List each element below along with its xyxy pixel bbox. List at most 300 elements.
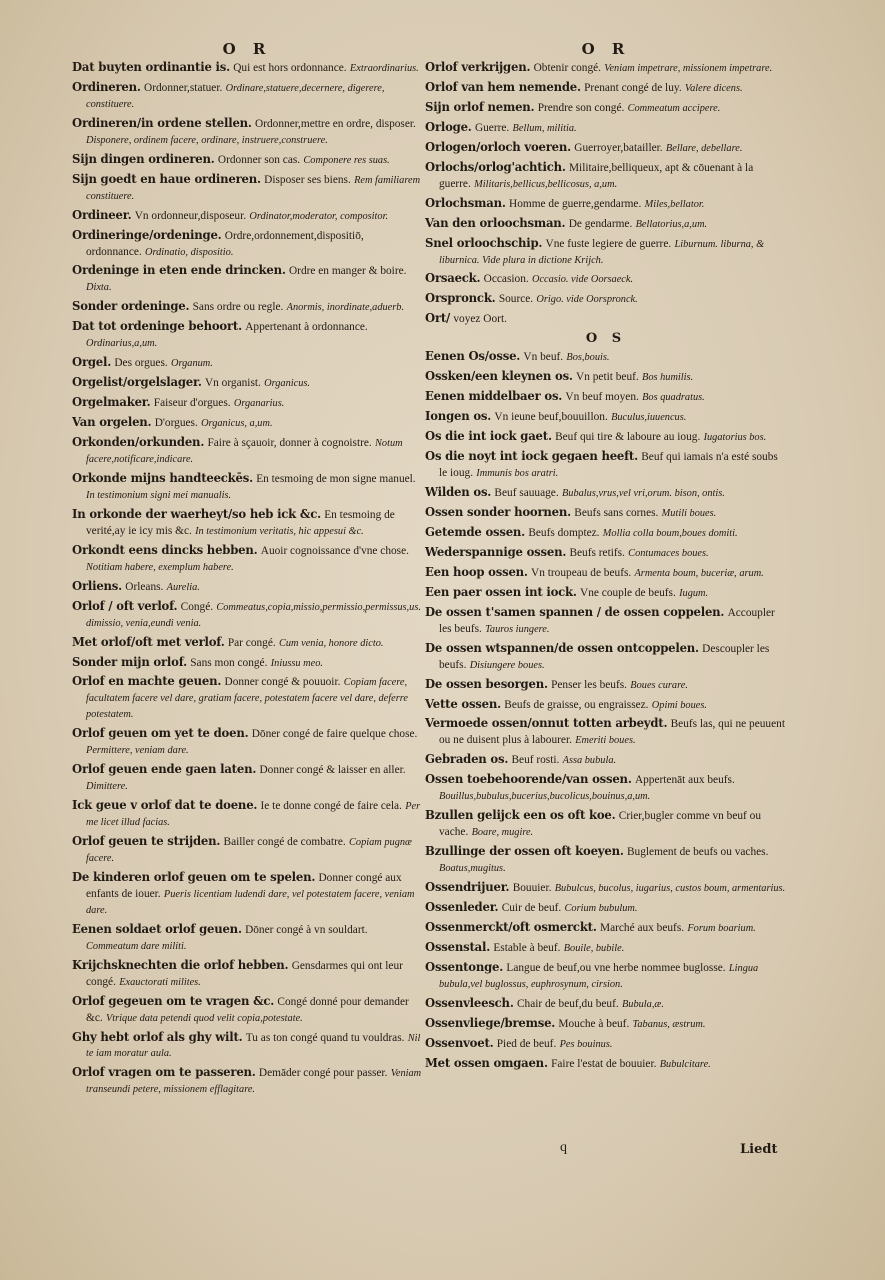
dictionary-entry (425, 880, 787, 897)
entry-french: Des orgues. (114, 357, 168, 370)
dictionary-entry (72, 726, 422, 759)
dictionary-entry (425, 605, 787, 638)
entry-latin: Buculus,iuuencus. (611, 412, 687, 424)
dictionary-entry (425, 1036, 787, 1053)
dictionary-entry (425, 697, 787, 714)
entry-french: Prenant congé de luy. (584, 81, 682, 94)
entry-headword: Orlof / oft verlof. (72, 598, 178, 613)
entry-latin: Iugatorius bos. (703, 432, 767, 444)
entry-french: Beufs sans cornes. (574, 506, 659, 519)
entry-french: Descoupler les beufs. (439, 642, 770, 671)
entry-latin: Bouile, bubile. (563, 942, 625, 954)
entry-latin: Organicus. (264, 378, 310, 390)
entry-headword: Orlof gegeuen om te vragen &c. (72, 993, 275, 1008)
entry-headword: Ossken/een kleynen os. (425, 369, 573, 384)
entry-french: voyez Oort. (453, 313, 507, 326)
dictionary-entry (72, 415, 422, 432)
entry-french: Vn troupeau de beufs. (531, 566, 632, 579)
entry-latin: Permittere, veniam dare. (86, 745, 189, 757)
entry-french: Pied de beuf. (496, 1037, 557, 1050)
entry-french: Prendre son congé. (537, 101, 625, 114)
right-entry-list-bottom (425, 349, 787, 1072)
entry-headword: Ossendrijuer. (425, 880, 510, 895)
entry-latin: Bubula,æ. (621, 998, 664, 1010)
dictionary-entry (72, 299, 422, 316)
entry-headword: Sijn orlof nemen. (425, 99, 535, 114)
entry-french: Langue de beuf,ou vne herbe nommee buglosse. (506, 961, 726, 974)
dictionary-entry (425, 80, 787, 97)
entry-french: Vne fuste legiere de guerre. (545, 237, 672, 250)
entry-french: Sans mon congé. (190, 656, 268, 669)
dictionary-entry (425, 585, 787, 602)
signature-mark: q (560, 1140, 567, 1155)
dictionary-entry (72, 152, 422, 169)
dictionary-entry (425, 196, 787, 213)
dictionary-entry (425, 216, 787, 233)
entry-headword: Iongen os. (425, 409, 492, 424)
entry-latin: Per me licet illud facias. (86, 801, 421, 829)
entry-latin: Contumaces boues. (628, 547, 709, 559)
entry-french: Ordonner,mettre en ordre, disposer. (255, 117, 416, 130)
entry-latin: In testimonium veritatis, hic appesui &c. (195, 525, 364, 537)
entry-headword: Orsaeck. (425, 271, 481, 286)
entry-latin: Bubulcitare. (659, 1058, 711, 1070)
entry-headword: Orlof geuen te strijden. (72, 834, 221, 849)
left-column (72, 38, 422, 1101)
entry-headword: Orlof vragen om te passeren. (72, 1065, 256, 1080)
dictionary-entry (72, 471, 422, 504)
dictionary-entry (72, 655, 422, 672)
entry-latin: Commeatus,copia,missio,permissio,permissus,us. dimissio, venia,eundi venia. (86, 601, 421, 629)
entry-latin: Bouillus,bubulus,bucerius,bucolicus,bouinus,a,um. (439, 791, 651, 803)
dictionary-entry (425, 100, 787, 117)
entry-latin: Veniam transeundi petere, missionem efflagitare. (86, 1068, 422, 1096)
dictionary-entry (425, 140, 787, 157)
entry-latin: Dimittere. (86, 781, 128, 793)
entry-headword: Bzullinge der ossen oft koeyen. (425, 844, 624, 859)
dictionary-entry (425, 389, 787, 406)
entry-french: Vn petit beuf. (576, 371, 639, 384)
entry-headword: Orkonden/orkunden. (72, 435, 205, 450)
entry-headword: Orgelmaker. (72, 395, 151, 410)
entry-french: Donner congé & laisser en aller. (259, 764, 406, 777)
entry-latin: Notitiam habere, exemplum habere. (86, 561, 234, 573)
entry-french: Estable à beuf. (493, 941, 561, 954)
entry-french: Donner congé & pouuoir. (224, 676, 341, 689)
entry-headword: Os die noyt int iock gegaen heeft. (425, 449, 638, 464)
entry-latin: Boatus,mugitus. (439, 863, 506, 875)
entry-latin: Corium bubulum. (564, 902, 638, 914)
entry-headword: Sijn goedt en haue ordineren. (72, 171, 261, 186)
entry-french: Auoir cognoissance d'vne chose. (260, 544, 409, 557)
entry-french: Beufs retifs. (569, 546, 625, 559)
entry-latin: Commeatum dare militi. (86, 940, 187, 952)
dictionary-entry (425, 641, 787, 674)
entry-french: Vn ordonneur,disposeur. (134, 209, 247, 222)
dictionary-entry (425, 271, 787, 288)
entry-french: Ordonner,statuer. (144, 81, 223, 94)
dictionary-entry (72, 60, 422, 77)
entry-french: Chair de beuf,du beuf. (516, 997, 619, 1010)
dictionary-entry (72, 116, 422, 149)
entry-latin: Notum facere,notificare,indicare. (86, 438, 403, 466)
dictionary-entry (72, 395, 422, 412)
entry-headword: Os die int iock gaet. (425, 429, 552, 444)
dictionary-entry (72, 762, 422, 795)
dictionary-entry (425, 525, 787, 542)
entry-french: D'orgues. (154, 417, 198, 430)
entry-latin: Boues curare. (630, 679, 688, 691)
entry-headword: Vermoede ossen/onnut totten arbeydt. (425, 716, 668, 731)
dictionary-entry (72, 798, 422, 831)
entry-latin: Veniam impetrare, missionem impetrare. (604, 63, 773, 74)
entry-latin: Ordinare,statuere,decernere, digerere, constituere. (86, 82, 385, 110)
entry-latin: Rem familiarem constituere. (86, 174, 421, 202)
dictionary-entry (72, 375, 422, 392)
dictionary-entry (72, 208, 422, 225)
entry-french: En tesmoing de mon signe manuel. (256, 472, 416, 485)
dictionary-entry (425, 1056, 787, 1073)
entry-french: En tesmoing de verité,ay ie icy mis &c. (86, 508, 395, 537)
entry-latin: Valere dicens. (684, 82, 743, 94)
dictionary-entry (72, 635, 422, 652)
entry-french: Disposer ses biens. (264, 173, 351, 186)
entry-latin: Bubulcus, bucolus, iugarius, custos boum, armentarius. (554, 883, 786, 895)
entry-headword: Ossenstal. (425, 939, 491, 954)
dictionary-entry (72, 319, 422, 352)
dictionary-entry (425, 120, 787, 137)
entry-headword: Een hoop ossen. (425, 564, 528, 579)
entry-latin: Disiungere boues. (469, 659, 545, 671)
entry-latin: Miles,bellator. (644, 198, 705, 210)
left-running-header: O R (222, 40, 272, 58)
entry-latin: Organarius. (233, 398, 285, 410)
entry-latin: Tabanus, æstrum. (632, 1018, 706, 1030)
entry-french: Beufs de graisse, ou engraissez. (504, 698, 649, 711)
entry-latin: Bos quadratus. (642, 392, 705, 404)
entry-headword: Met orlof/oft met verlof. (72, 634, 225, 649)
entry-latin: Origo. vide Oorspronck. (536, 294, 638, 306)
entry-headword: Ordeninge in eten ende drincken. (72, 263, 286, 278)
entry-headword: Eenen Os/osse. (425, 349, 521, 364)
entry-headword: Van orgelen. (72, 415, 152, 430)
entry-headword: De kinderen orlof geuen om te spelen. (72, 869, 316, 884)
entry-headword: Orlof en machte geuen. (72, 674, 222, 689)
entry-french: Source. (498, 293, 534, 306)
entry-french: Orleans. (125, 580, 164, 593)
entry-french: Beufs las, qui ne peuuent ou ne duisent plus à labourer. (439, 718, 785, 747)
entry-french: Bouuier. (512, 882, 552, 895)
entry-headword: Ossenvliege/bremse. (425, 1015, 556, 1030)
entry-french: Beuf qui tire & laboure au ioug. (555, 431, 701, 444)
entry-headword: Ick geue v orlof dat te doene. (72, 798, 258, 813)
entry-headword: Ossenvleesch. (425, 995, 514, 1010)
entry-french: Appertenant à ordonnance. (245, 321, 368, 334)
entry-headword: Wilden os. (425, 485, 492, 500)
entry-french: Beufs domptez. (528, 526, 600, 539)
entry-french: Beuf sauuage. (494, 487, 559, 500)
entry-latin: Iugum. (679, 587, 709, 599)
entry-headword: Orlof geuen om yet te doen. (72, 726, 249, 741)
entry-latin: Exauctorati milites. (119, 976, 201, 988)
entry-french: Congé donné pour demander &c. (86, 995, 409, 1024)
right-column (425, 38, 787, 1076)
dictionary-entry (425, 677, 787, 694)
entry-french: Obtenir congé. (533, 62, 602, 74)
catchword: Liedt (740, 1142, 778, 1157)
entry-latin: In testimonium signi mei manualis. (86, 489, 232, 501)
dictionary-entry (72, 1030, 422, 1063)
entry-latin: Forum boarium. (687, 922, 756, 934)
dictionary-entry (72, 228, 422, 261)
entry-french: Faiseur d'orgues. (153, 397, 231, 410)
dictionary-entry (72, 674, 422, 723)
right-entry-list-top (425, 60, 787, 328)
entry-latin: Armenta boum, buceriæ, arum. (634, 567, 764, 579)
entry-french: Sans ordre ou regle. (192, 301, 284, 314)
entry-french: Occasion. (483, 273, 529, 286)
entry-french: Dōner congé de faire quelque chose. (251, 728, 418, 741)
entry-headword: Ordineer. (72, 207, 132, 222)
entry-headword: Ort/ (425, 311, 451, 326)
entry-headword: Sonder ordeninge. (72, 299, 190, 314)
entry-french: Vne couple de beufs. (580, 586, 676, 599)
entry-latin: Disponere, ordinem facere, ordinare, instruere,construere. (86, 134, 328, 146)
entry-headword: Orkondt eens dincks hebben. (72, 542, 258, 557)
entry-headword: Gebraden os. (425, 752, 509, 767)
entry-latin: Extraordinarius. (349, 63, 419, 74)
entry-french: Bailler congé de combatre. (223, 836, 346, 849)
entry-latin: Aurelia. (166, 581, 200, 593)
dictionary-entry (425, 808, 787, 841)
entry-headword: Orlogen/orloch voeren. (425, 139, 571, 154)
entry-headword: Orlochsman. (425, 195, 506, 210)
entry-french: Ordre en manger & boire. (288, 265, 407, 278)
dictionary-entry (72, 507, 422, 540)
entry-latin: Copiam pugnæ facere. (86, 837, 412, 864)
entry-french: Guerre. (474, 121, 510, 134)
right-running-header: O R (581, 40, 631, 58)
entry-french: Cuir de beuf. (501, 901, 562, 914)
dictionary-entry (425, 920, 787, 937)
entry-latin: Mutili boues. (661, 507, 717, 519)
entry-headword: Orgelist/orgelslager. (72, 375, 202, 390)
entry-headword: Ghy hebt orlof als ghy wilt. (72, 1029, 243, 1044)
entry-french: Demāder congé pour passer. (258, 1067, 388, 1080)
entry-latin: Mollia colla boum,boues domiti. (602, 527, 738, 539)
entry-headword: Van den orloochsman. (425, 215, 566, 230)
entry-headword: Ossenvoet. (425, 1035, 494, 1050)
entry-french: Militaire,belliqueux, apt & cōuenant à la guerre. (439, 161, 754, 190)
entry-latin: Militaris,bellicus,bellicosus, a,um. (474, 178, 618, 190)
entry-latin: Bos humilis. (642, 372, 694, 384)
dictionary-entry (425, 369, 787, 386)
entry-headword: Sijn dingen ordineren. (72, 151, 215, 166)
entry-french: Vn beuf moyen. (565, 391, 639, 404)
entry-latin: Boare, mugire. (471, 827, 534, 839)
dictionary-entry (425, 449, 787, 482)
dictionary-entry (72, 579, 422, 596)
entry-latin: Nil te iam moratur aula. (86, 1032, 421, 1060)
dictionary-entry (72, 543, 422, 576)
entry-headword: Ossen sonder hoornen. (425, 504, 571, 519)
entry-french: Par congé. (227, 636, 276, 649)
entry-latin: Bellum, militia. (512, 122, 577, 134)
entry-french: Ordonner son cas. (217, 153, 301, 166)
entry-latin: Bellare, debellare. (665, 142, 743, 154)
dictionary-entry (425, 752, 787, 769)
dictionary-entry (425, 900, 787, 917)
entry-french: Homme de guerre,gendarme. (509, 197, 642, 210)
entry-french: Ordre,ordonnement,dispositiō, ordonnance. (86, 229, 364, 258)
entry-french: Donner congé aux enfants de iouer. (86, 871, 402, 900)
entry-headword: Ossentonge. (425, 959, 504, 974)
dictionary-entry (425, 60, 787, 77)
entry-french: Faire à sçauoir, donner à cognoistre. (207, 437, 372, 450)
dictionary-entry (72, 80, 422, 113)
entry-french: Crier,bugler comme vn beuf ou vache. (439, 810, 761, 839)
dictionary-entry (425, 545, 787, 562)
entry-latin: Liburnum. liburna, & liburnica. Vide plura in dictione Krijch. (439, 238, 765, 266)
entry-headword: Dat buyten ordinantie is. (72, 60, 230, 74)
entry-headword: Ossen toebehoorende/van ossen. (425, 772, 632, 787)
entry-french: Ie te donne congé de faire cela. (260, 800, 402, 813)
entry-french: Dōner congé à vn souldart. (245, 923, 368, 936)
dictionary-entry (72, 870, 422, 919)
dictionary-entry (72, 263, 422, 296)
entry-latin: Lingua bubula,vel buglossus, euphrosynum, cirsion. (439, 962, 759, 990)
entry-latin: Bellatorius,a,um. (635, 218, 708, 230)
entry-headword: Vette ossen. (425, 696, 501, 711)
entry-latin: Iniussu meo. (270, 657, 323, 669)
entry-headword: De ossen t'samen spannen / de ossen coppelen. (425, 604, 725, 619)
dictionary-entry (72, 1065, 422, 1098)
entry-headword: Ordineren. (72, 79, 141, 94)
entry-headword: Sonder mijn orlof. (72, 654, 187, 669)
entry-latin: Organum. (170, 358, 213, 370)
entry-headword: Orlof geuen ende gaen laten. (72, 762, 257, 777)
left-entry-list (72, 60, 422, 1098)
dictionary-entry (72, 994, 422, 1027)
dictionary-entry (425, 844, 787, 877)
entry-headword: Krijchsknechten die orlof hebben. (72, 957, 289, 972)
dictionary-entry (425, 940, 787, 957)
entry-latin: Cum venia, honore dicto. (278, 637, 384, 649)
entry-latin: Ordinarius,a,um. (86, 338, 158, 350)
entry-latin: Occasio. vide Oorsaeck. (531, 274, 634, 286)
entry-french: Mouche à beuf. (558, 1017, 630, 1030)
dictionary-entry (425, 236, 787, 269)
entry-french: Penser les beufs. (551, 678, 628, 691)
entry-latin: Assa bubula. (562, 755, 617, 767)
entry-headword: Orliens. (72, 578, 122, 593)
dictionary-entry (425, 160, 787, 193)
dictionary-entry (425, 996, 787, 1013)
entry-latin: Immunis bos aratri. (476, 468, 559, 480)
entry-latin: Opimi boues. (651, 699, 707, 711)
entry-french: Guerroyer,batailler. (574, 141, 663, 154)
entry-french: De gendarme. (568, 217, 633, 230)
entry-headword: Orkonde mijns handteeckēs. (72, 470, 253, 485)
entry-french: Tu as ton congé quand tu vouldras. (245, 1031, 405, 1044)
dictionary-entry (425, 409, 787, 426)
entry-latin: Ordinatio, dispositio. (145, 246, 234, 258)
entry-headword: In orkonde der waerheyt/so heb ick &c. (72, 506, 321, 521)
entry-french: Marché aux beufs. (599, 921, 685, 934)
entry-french: Beuf rosti. (511, 754, 560, 767)
entry-latin: Copiam facere, facultatem facere vel dare, gratiam facere, potestatem facere vel dare, deferre potestatem. (86, 677, 408, 721)
entry-headword: Orlochs/orlog'achtich. (425, 159, 566, 174)
entry-latin: Dixta. (86, 282, 112, 294)
entry-french: Gensdarmes qui ont leur congé. (86, 959, 403, 988)
dictionary-entry (72, 599, 422, 632)
entry-headword: Met ossen omgaen. (425, 1055, 548, 1070)
entry-headword: Eenen soldaet orlof geuen. (72, 921, 242, 936)
entry-latin: Emeriti boues. (575, 735, 636, 747)
entry-latin: Anormis, inordinate,aduerb. (286, 302, 405, 314)
entry-headword: Snel orloochschip. (425, 235, 543, 250)
entry-headword: Bzullen gelijck een os oft koe. (425, 808, 616, 823)
dictionary-entry (425, 311, 787, 328)
entry-headword: Ordineringe/ordeninge. (72, 227, 222, 242)
entry-latin: Componere res suas. (303, 154, 390, 166)
entry-french: Vn organist. (204, 377, 261, 390)
entry-latin: Ordinator,moderator, compositor. (249, 210, 389, 222)
entry-french: Qui est hors ordonnance. (233, 62, 347, 74)
entry-headword: Orlof verkrijgen. (425, 60, 531, 74)
entry-latin: Organicus, a,um. (201, 418, 273, 430)
entry-headword: Orlof van hem nemende. (425, 79, 581, 94)
dictionary-entry (425, 505, 787, 522)
entry-french: Beuf qui iamais n'a esté soubs le ioug. (439, 451, 778, 480)
entry-latin: Pueris licentiam ludendi dare, vel potestatem facere, veniam dare. (86, 888, 415, 916)
entry-headword: Orloge. (425, 119, 472, 134)
entry-headword: Dat tot ordeninge behoort. (72, 319, 242, 334)
entry-latin: Pes bouinus. (559, 1038, 613, 1050)
dictionary-entry (425, 772, 787, 805)
dictionary-entry (425, 716, 787, 749)
entry-headword: De ossen wtspannen/de ossen ontcoppelen. (425, 640, 699, 655)
entry-french: Faire l'estat de bouuier. (551, 1057, 657, 1070)
dictionary-entry (425, 349, 787, 366)
entry-latin: Bubalus,vrus,vel vri,orum. bison, ontis. (561, 488, 725, 500)
entry-latin: Commeatum accipere. (627, 102, 721, 114)
entry-headword: Eenen middelbaer os. (425, 389, 563, 404)
section-heading: O S (585, 331, 627, 347)
dictionary-entry (425, 1016, 787, 1033)
dictionary-entry (72, 958, 422, 991)
dictionary-entry (72, 435, 422, 468)
entry-headword: Orgel. (72, 355, 112, 370)
entry-headword: Ordineren/in ordene stellen. (72, 115, 252, 130)
entry-headword: Ossenleder. (425, 899, 499, 914)
dictionary-entry (72, 355, 422, 372)
dictionary-entry (72, 922, 422, 955)
dictionary-entry (425, 565, 787, 582)
entry-headword: Orspronck. (425, 291, 496, 306)
entry-french: Vn ieune beuf,bouuillon. (494, 411, 608, 424)
entry-latin: Vtrique data petendi quod velit copia,potestate. (105, 1012, 303, 1024)
entry-french: Accoupler les beufs. (439, 606, 775, 635)
dictionary-entry (72, 172, 422, 205)
entry-french: Congé. (180, 600, 214, 613)
entry-latin: Tauros iungere. (485, 623, 550, 635)
entry-french: Buglement de beufs ou vaches. (626, 846, 769, 859)
entry-headword: Wederspannige ossen. (425, 544, 567, 559)
entry-headword: Een paer ossen int iock. (425, 584, 577, 599)
dictionary-entry (425, 960, 787, 993)
entry-latin: Bos,bouis. (566, 352, 610, 364)
